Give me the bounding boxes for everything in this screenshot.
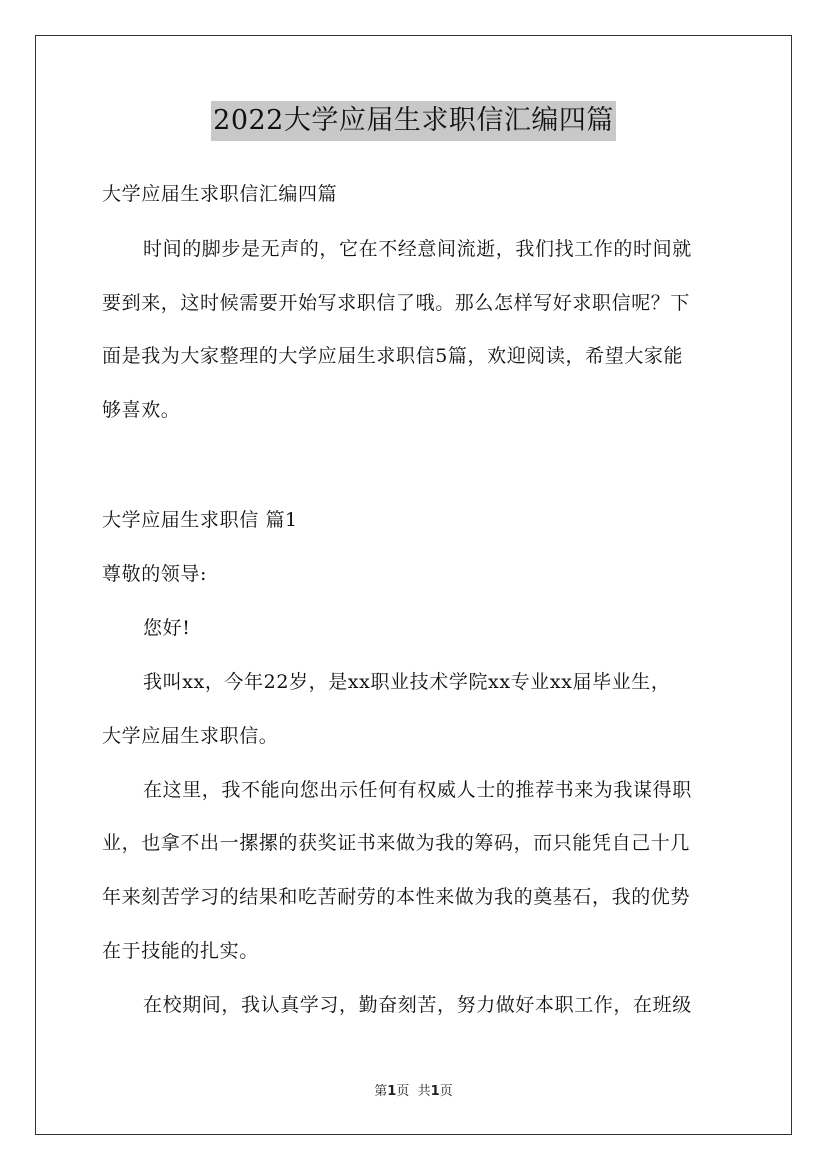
intro-line-4: 够喜欢。 (102, 399, 181, 421)
section-heading: 大学应届生求职信 篇1 (102, 509, 298, 531)
para2-line-3: 年来刻苦学习的结果和吃苦耐劳的本性来做为我的奠基石，我的优势 (102, 886, 691, 908)
footer-total-prefix: 共 (417, 1084, 431, 1099)
para2-line-1: 在这里，我不能向您出示任何有权威人士的推荐书来为我谋得职 (143, 779, 692, 801)
intro-line-2: 要到来，这时候需要开始写求职信了哦。那么怎样写好求职信呢？下 (102, 292, 691, 314)
footer-page-suffix: 页 (396, 1084, 410, 1099)
para2-line-2: 业，也拿不出一摞摞的获奖证书来做为我的筹码，而只能凭自己十几 (102, 832, 691, 854)
greeting: 您好! (143, 617, 191, 639)
title-container (0, 101, 827, 141)
footer-page-prefix: 第 (374, 1084, 388, 1099)
document-title: 2022大学应届生求职信汇编四篇 (211, 101, 616, 141)
footer-page-number: 1 (387, 1084, 397, 1099)
para1-line-2: 大学应届生求职信。 (102, 725, 279, 747)
para2-line-4: 在于技能的扎实。 (102, 940, 259, 962)
footer-total-suffix: 页 (439, 1084, 453, 1099)
page-footer (0, 1083, 827, 1101)
para1-line-1: 我叫xx，今年22岁，是xx职业技术学院xx专业xx届毕业生， (143, 671, 671, 693)
salutation: 尊敬的领导: (102, 563, 208, 585)
intro-line-3: 面是我为大家整理的大学应届生求职信5篇，欢迎阅读，希望大家能 (102, 345, 684, 367)
intro-line-1: 时间的脚步是无声的，它在不经意间流逝，我们找工作的时间就 (143, 238, 692, 260)
document-subtitle: 大学应届生求职信汇编四篇 (102, 183, 338, 205)
para3-line-1: 在校期间，我认真学习，勤奋刻苦，努力做好本职工作，在班级 (143, 994, 692, 1016)
footer-total-number: 1 (430, 1084, 440, 1099)
